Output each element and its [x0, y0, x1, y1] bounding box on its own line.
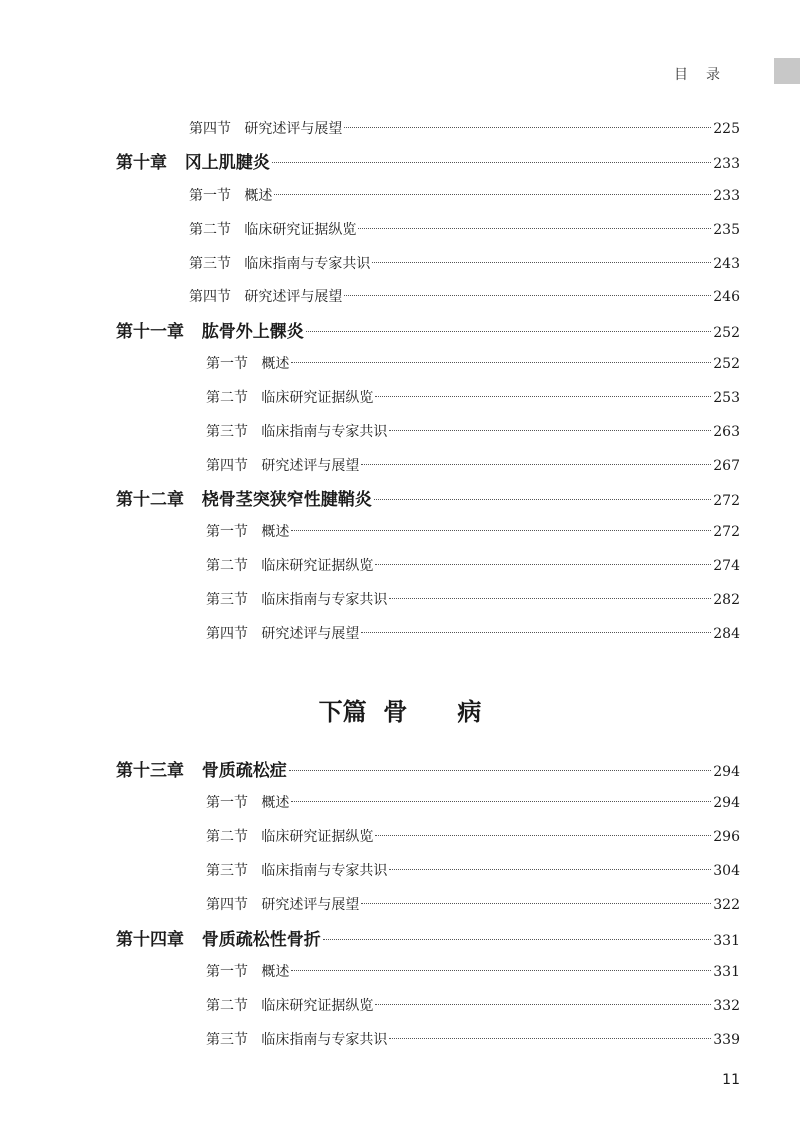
page-ref: 339	[713, 1032, 740, 1048]
dot-leader	[291, 530, 711, 531]
toc-section-row[interactable]	[206, 554, 740, 578]
section-title: 第一节 概述	[206, 795, 290, 811]
toc-section-row[interactable]	[206, 420, 740, 444]
toc-section-row[interactable]	[206, 520, 740, 544]
dot-leader	[389, 430, 711, 431]
page-ref: 252	[713, 325, 740, 341]
section-title: 第一节 概述	[206, 964, 290, 980]
thumb-tab	[774, 58, 800, 84]
section-title: 第三节 临床指南与专家共识	[206, 1032, 388, 1048]
dot-leader	[375, 564, 711, 565]
toc-section-row[interactable]	[189, 117, 740, 141]
page-ref: 243	[713, 256, 740, 272]
toc-section-row[interactable]	[206, 825, 740, 849]
section-title: 第三节 临床指南与专家共识	[189, 256, 371, 272]
section-title: 第一节 概述	[206, 356, 290, 372]
page-ref: 233	[713, 156, 740, 172]
dot-leader	[389, 1038, 711, 1039]
section-title: 第二节 临床研究证据纵览	[206, 998, 374, 1014]
toc-section-row[interactable]	[206, 352, 740, 376]
page-ref: 284	[713, 626, 740, 642]
toc-chapter-row[interactable]	[116, 320, 740, 344]
chapter-title: 第十三章 骨质疏松症	[116, 761, 287, 781]
section-title: 第三节 临床指南与专家共识	[206, 592, 388, 608]
toc-section-row[interactable]	[206, 386, 740, 410]
page-ref: 246	[713, 289, 740, 305]
page-ref: 225	[713, 121, 740, 137]
dot-leader	[289, 770, 712, 771]
dot-leader	[306, 331, 712, 332]
chapter-title: 第十一章 肱骨外上髁炎	[116, 322, 304, 342]
toc-chapter-row[interactable]	[116, 928, 740, 952]
page-ref: 267	[713, 458, 740, 474]
toc-section-row[interactable]	[189, 218, 740, 242]
page-ref: 235	[713, 222, 740, 238]
dot-leader	[389, 869, 711, 870]
page-ref: 322	[713, 897, 740, 913]
dot-leader	[389, 598, 711, 599]
page-ref: 304	[713, 863, 740, 879]
section-title: 第三节 临床指南与专家共识	[206, 863, 388, 879]
toc-section-row[interactable]	[206, 960, 740, 984]
toc-chapter-row[interactable]	[116, 488, 740, 512]
dot-leader	[344, 127, 711, 128]
section-title: 第一节 概述	[206, 524, 290, 540]
page-ref: 272	[713, 524, 740, 540]
chapter-title: 第十四章 骨质疏松性骨折	[116, 930, 321, 950]
section-title: 第二节 临床研究证据纵览	[189, 222, 357, 238]
page-ref: 253	[713, 390, 740, 406]
section-title: 第二节 临床研究证据纵览	[206, 558, 374, 574]
page-header	[0, 0, 800, 100]
page-ref: 233	[713, 188, 740, 204]
dot-leader	[372, 262, 711, 263]
chapter-title: 第十二章 桡骨茎突狭窄性腱鞘炎	[116, 490, 372, 510]
dot-leader	[323, 939, 712, 940]
section-title: 第三节 临床指南与专家共识	[206, 424, 388, 440]
page-ref: 332	[713, 998, 740, 1014]
part-title: 下篇 骨 病	[318, 698, 482, 726]
page-ref: 252	[713, 356, 740, 372]
section-title: 第四节 研究述评与展望	[206, 458, 360, 474]
toc-section-row[interactable]	[206, 791, 740, 815]
toc-chapter-row[interactable]	[116, 151, 740, 175]
section-title: 第二节 临床研究证据纵览	[206, 390, 374, 406]
dot-leader	[291, 801, 711, 802]
header-title: 目录	[674, 67, 738, 83]
dot-leader	[344, 295, 711, 296]
toc-section-row[interactable]	[189, 252, 740, 276]
dot-leader	[361, 464, 711, 465]
dot-leader	[358, 228, 711, 229]
toc-section-row[interactable]	[189, 285, 740, 309]
chapter-title: 第十章 冈上肌腱炎	[116, 153, 270, 173]
dot-leader	[272, 162, 712, 163]
toc-chapter-row[interactable]	[116, 759, 740, 783]
toc-section-row[interactable]	[206, 622, 740, 646]
toc-section-row[interactable]	[206, 454, 740, 478]
dot-leader	[361, 632, 711, 633]
toc-section-row[interactable]	[206, 859, 740, 883]
page-ref: 331	[713, 964, 740, 980]
dot-leader	[375, 396, 711, 397]
dot-leader	[291, 970, 711, 971]
section-title: 第四节 研究述评与展望	[206, 626, 360, 642]
section-title: 第四节 研究述评与展望	[189, 121, 343, 137]
section-title: 第二节 临床研究证据纵览	[206, 829, 374, 845]
page-ref: 331	[713, 933, 740, 949]
toc-section-row[interactable]	[206, 1028, 740, 1052]
dot-leader	[375, 835, 711, 836]
page-ref: 263	[713, 424, 740, 440]
toc-section-row[interactable]	[206, 994, 740, 1018]
toc-section-row[interactable]	[206, 588, 740, 612]
page-ref: 282	[713, 592, 740, 608]
section-title: 第四节 研究述评与展望	[206, 897, 360, 913]
dot-leader	[374, 499, 712, 500]
dot-leader	[361, 903, 711, 904]
page-ref: 274	[713, 558, 740, 574]
page-ref: 272	[713, 493, 740, 509]
dot-leader	[291, 362, 711, 363]
dot-leader	[274, 194, 711, 195]
section-title: 第一节 概述	[189, 188, 273, 204]
toc-section-row[interactable]	[206, 893, 740, 917]
page-ref: 294	[713, 764, 740, 780]
dot-leader	[375, 1004, 711, 1005]
page-ref: 296	[713, 829, 740, 845]
page-ref: 294	[713, 795, 740, 811]
section-title: 第四节 研究述评与展望	[189, 289, 343, 305]
toc-section-row[interactable]	[189, 184, 740, 208]
page-number: 11	[722, 1072, 740, 1088]
